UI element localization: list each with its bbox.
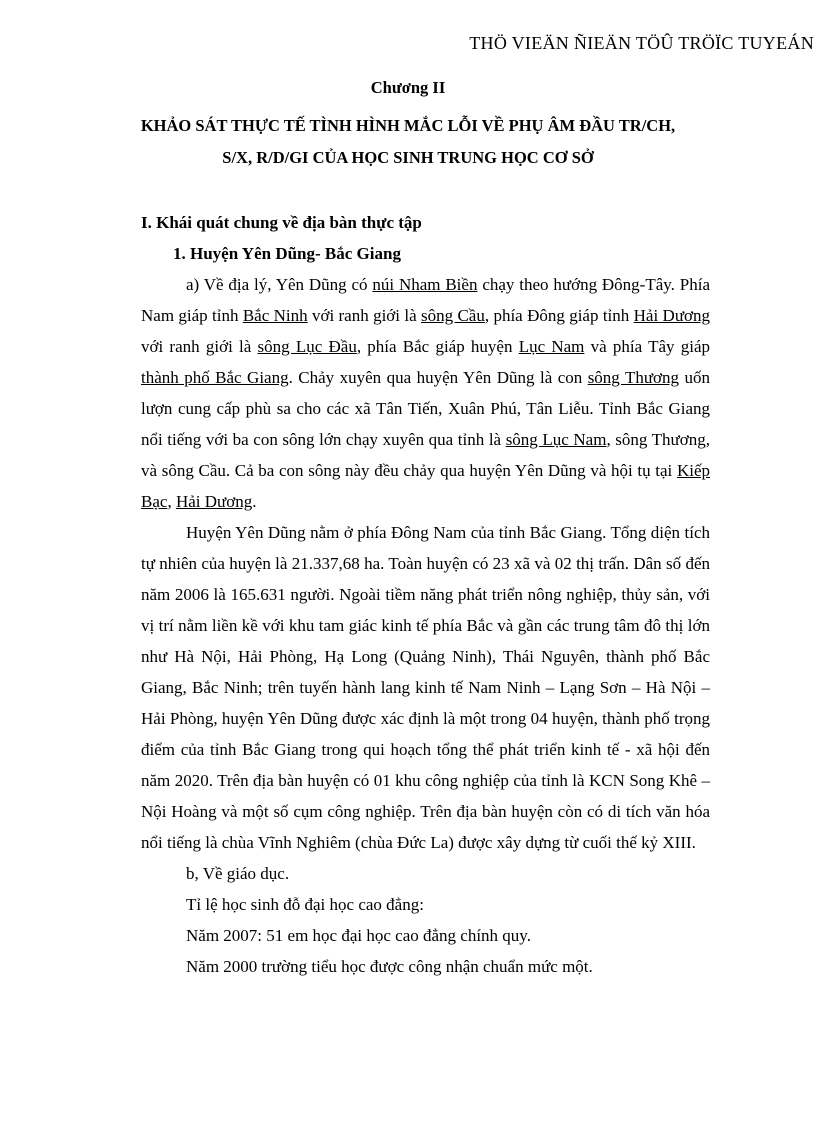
paragraph-text: .	[252, 492, 257, 511]
paragraph-text: . Chảy xuyên qua huyện Yên Dũng là con	[288, 368, 588, 387]
place-link: núi Nham Biền	[372, 275, 478, 294]
place-link: sông Lục Đầu	[257, 337, 357, 356]
line-year-2000: Năm 2000 trường tiểu học được công nhận chuẩn mức một.	[186, 957, 593, 976]
paragraph-text: , phía Đông giáp tỉnh	[484, 306, 634, 325]
place-link: Kiếp Bạc	[141, 461, 710, 511]
paragraph-text: uốn lượn cung cấp phù sa cho các xã Tân Tiến, Xuân Phú, Tân Liễu. Tỉnh Bắc Giang nổi tiếng với ba con sông lớn chạy xuyên qua tỉnh là	[141, 368, 710, 449]
paragraph-text: chạy theo hướng Đông-Tây. Phía Nam giáp tỉnh	[141, 275, 710, 325]
place-link: sông Thương	[587, 368, 680, 387]
place-link: Hải Dương	[175, 492, 253, 511]
document-body	[141, 207, 710, 982]
subheading-education: b, Về giáo dục.	[186, 864, 290, 883]
place-link: Bắc Ninh	[242, 306, 308, 325]
chapter-title	[100, 110, 716, 174]
paragraph-text: ,	[167, 492, 176, 511]
section-heading: I. Khái quát chung về địa bàn thực tập	[141, 213, 422, 232]
paragraph-text: , sông Thương, và sông Cầu. Cả ba con sông này đều chảy qua huyện Yên Dũng và hội tụ tại	[141, 430, 710, 480]
chapter-title-line-2: S/X, R/D/GI CỦA HỌC SINH TRUNG HỌC CƠ SỞ	[222, 148, 594, 167]
place-link: sông Cầu	[421, 306, 485, 325]
paragraph-text: a) Về địa lý, Yên Dũng có	[186, 275, 373, 294]
subsection-heading: 1. Huyện Yên Dũng- Bắc Giang	[173, 244, 401, 263]
paragraph-text: , phía Bắc giáp huyện	[356, 337, 519, 356]
line-university-ratio: Tỉ lệ học sinh đỗ đại học cao đẳng:	[186, 895, 424, 914]
place-link: Hải Dương	[633, 306, 711, 325]
header-banner: THÖ VIEÄN ÑIEÄN TÖÛ TRÖÏC TUYEÁN	[469, 33, 814, 53]
paragraph-geography	[141, 269, 710, 517]
chapter-label: Chương II	[370, 78, 446, 97]
place-link: thành phố Bắc Giang	[141, 368, 289, 387]
paragraph-text: với ranh giới là	[307, 306, 421, 325]
paragraph-text: và phía Tây giáp	[584, 337, 710, 356]
paragraph-text: với ranh giới là	[141, 337, 258, 356]
line-year-2007: Năm 2007: 51 em học đại học cao đẳng chính quy.	[186, 926, 531, 945]
chapter-title-line-1: KHẢO SÁT THỰC TẾ TÌNH HÌNH MẮC LỖI VỀ PHỤ ÂM ĐẦU TR/CH,	[140, 116, 676, 135]
paragraph-overview: Huyện Yên Dũng nằm ở phía Đông Nam của tỉnh Bắc Giang. Tổng diện tích tự nhiên của huyện là 21.337,68 ha. Toàn huyện có 23 xã và 02 thị trấn. Dân số đến năm 2006 là 165.631 người. Ngoài tiềm năng phát triển nông nghiệp, thủy sản, với vị trí nằm liền kề với khu tam giác kinh tế phía Bắc và gần các trung tâm đô thị lớn như Hà Nội, Hải Phòng, Hạ Long (Quảng Ninh), Thái Nguyên, thành phố Bắc Giang, Bắc Ninh; trên tuyến hành lang kinh tế Nam Ninh – Lạng Sơn – Hà Nội – Hải Phòng, huyện Yên Dũng được xác định là một trong 04 huyện, thành phố trọng điểm của tỉnh Bắc Giang trong qui hoạch tổng thể phát triển kinh tế - xã hội đến năm 2020. Trên địa bàn huyện có 01 khu công nghiệp của tỉnh là KCN Song Khê – Nội Hoàng và một số cụm công nghiệp. Trên địa bàn huyện còn có di tích văn hóa nổi tiếng là chùa Vĩnh Nghiêm (chùa Đức La) được xây dựng từ cuối thế kỷ XIII.	[141, 523, 710, 852]
place-link: sông Lục Nam	[505, 430, 607, 449]
place-link: Lục Nam	[518, 337, 585, 356]
